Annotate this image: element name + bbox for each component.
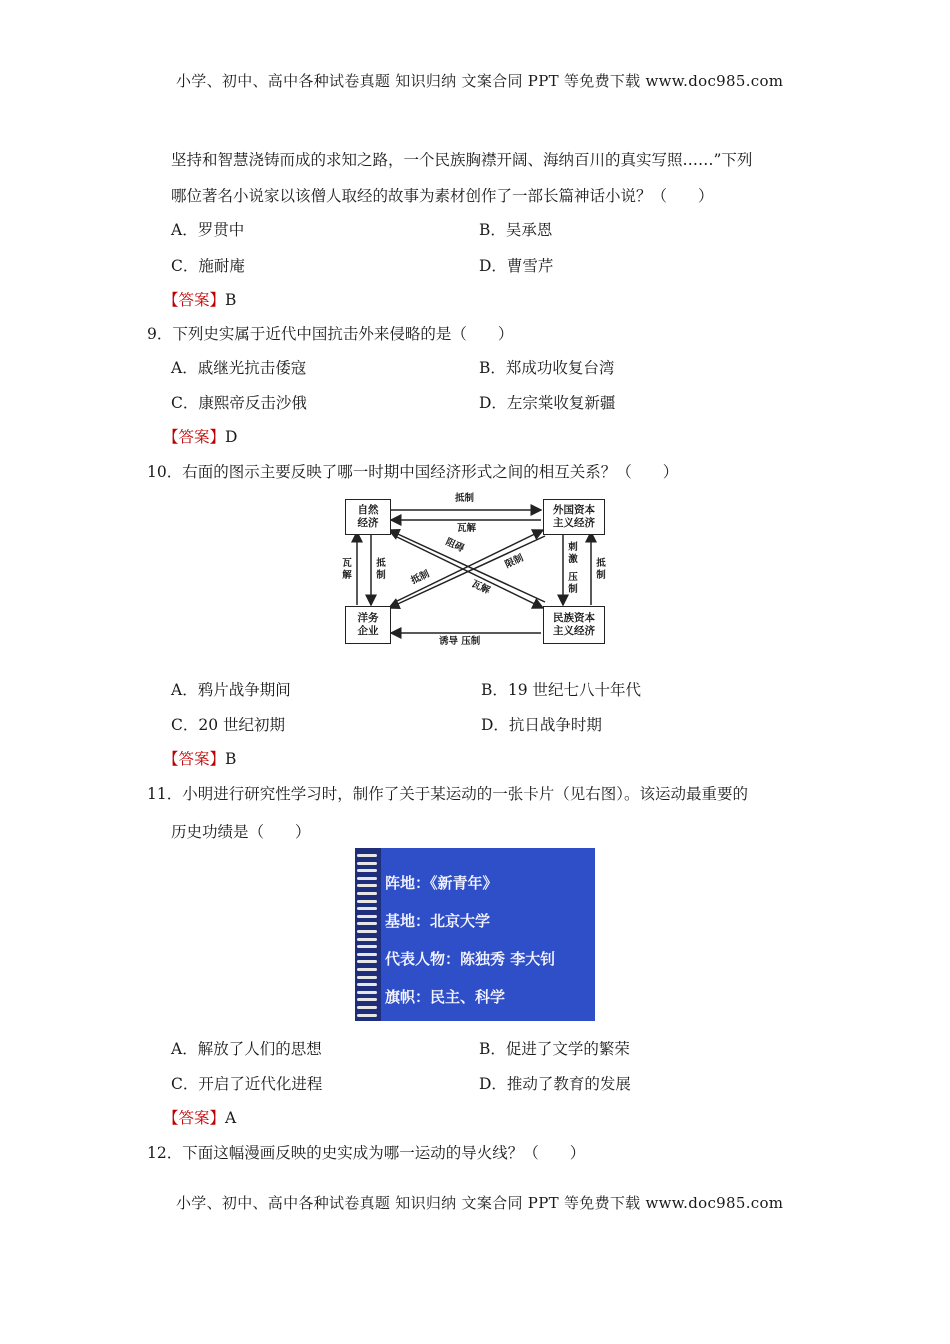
spiral-ring: [357, 930, 377, 933]
box-national-capitalism: [543, 606, 605, 644]
box-foreign-capitalism: [543, 499, 605, 535]
answer-value: B: [225, 291, 237, 309]
label-diag-disintegrate: 瓦解: [469, 578, 492, 597]
label-right-suppress: 压制: [568, 572, 578, 595]
spiral-ring: [357, 862, 377, 865]
box-line: 民族资本: [553, 612, 595, 624]
spiral-ring: [357, 854, 377, 857]
card-line-position: 阵地：《新青年》: [385, 874, 498, 892]
q10-option-b: B．19 世纪七八十年代: [481, 681, 642, 699]
q10-option-c: C．20 世纪初期: [171, 716, 286, 734]
box-line: 主义经济: [553, 517, 595, 529]
box-line: 外国资本: [553, 504, 595, 516]
spiral-ring: [357, 869, 377, 872]
spiral-ring: [357, 953, 377, 956]
q11-stem-line2: 历史功绩是（ ）: [171, 823, 311, 841]
q10-option-d: D．抗日战争时期: [481, 716, 602, 734]
label-left-resist: 抵制: [376, 558, 386, 581]
spiral-ring: [357, 877, 377, 880]
answer-label: 【答案】: [163, 291, 226, 309]
q8-answer: [163, 288, 236, 310]
q9-answer: [163, 425, 237, 447]
movement-card: [355, 848, 595, 1021]
card-line-figures: 代表人物：陈独秀 李大钊: [385, 950, 556, 968]
spiral-ring: [357, 892, 377, 895]
q8-option-c: C．施耐庵: [171, 257, 245, 275]
answer-label: 【答案】: [163, 1109, 226, 1127]
page-header: 小学、初中、高中各种试卷真题 知识归纳 文案合同 PPT 等免费下载 www.doc985.com: [176, 72, 784, 90]
box-line: 经济: [357, 517, 379, 529]
spiral-ring: [357, 915, 377, 918]
q11-option-b: B．促进了文学的繁荣: [479, 1040, 630, 1058]
q9-option-a: A．戚继光抗击倭寇: [171, 359, 307, 377]
label-top-resist: 抵制: [455, 493, 475, 504]
card-line-base: 基地：北京大学: [385, 912, 491, 930]
label-bottom: 诱导 压制: [439, 636, 481, 647]
q9-stem: 9．下列史实属于近代中国抗击外来侵略的是（ ）: [147, 325, 514, 343]
q8-stem-line1: 坚持和智慧浇铸而成的求知之路，一个民族胸襟开阔、海纳百川的真实写照……”下列: [171, 151, 753, 169]
spiral-ring: [357, 938, 377, 941]
q11-stem-line1: 11．小明进行研究性学习时，制作了关于某运动的一张卡片（见右图）。该运动最重要的: [147, 785, 748, 803]
answer-value: B: [225, 750, 237, 768]
q10-stem: 10．右面的图示主要反映了哪一时期中国经济形式之间的相互关系？（ ）: [147, 463, 679, 481]
answer-label: 【答案】: [163, 428, 226, 446]
label-diag-resist: 抵制: [409, 568, 432, 587]
q8-option-b: B．吴承恩: [479, 221, 553, 239]
q11-option-c: C．开启了近代化进程: [171, 1075, 323, 1093]
label-diag-restrict: 限制: [503, 552, 526, 571]
q11-answer: [163, 1106, 236, 1128]
economy-relations-diagram: [342, 490, 615, 650]
box-yangwu-enterprise: [345, 606, 391, 644]
label-top-disintegrate: 瓦解: [457, 523, 477, 534]
answer-value: A: [225, 1109, 237, 1127]
spiral-ring: [357, 922, 377, 925]
spiral-ring: [357, 960, 377, 963]
q12-stem: 12．下面这幅漫画反映的史实成为哪一运动的导火线？（ ）: [147, 1144, 586, 1162]
answer-value: D: [225, 428, 238, 446]
spiral-ring: [357, 968, 377, 971]
box-line: 自然: [357, 504, 379, 516]
q10-answer: [163, 747, 236, 769]
box-line: 企业: [357, 625, 379, 637]
q10-option-a: A．鸦片战争期间: [171, 681, 291, 699]
spiral-ring: [357, 1006, 377, 1009]
label-left-disintegrate: 瓦解: [342, 558, 352, 581]
q8-option-a: A．罗贯中: [171, 221, 245, 239]
q9-option-c: C．康熙帝反击沙俄: [171, 394, 307, 412]
q9-option-b: B．郑成功收复台湾: [479, 359, 615, 377]
q9-option-d: D．左宗棠收复新疆: [479, 394, 616, 412]
spiral-ring: [357, 945, 377, 948]
spiral-ring: [357, 976, 377, 979]
box-line: 主义经济: [553, 625, 595, 637]
spiral-ring: [357, 900, 377, 903]
spiral-ring: [357, 991, 377, 994]
card-line-banner: 旗帜：民主、科学: [385, 988, 506, 1006]
label-right-resist: 抵制: [596, 558, 606, 581]
q8-stem-line2: 哪位著名小说家以该僧人取经的故事为素材创作了一部长篇神话小说？（ ）: [171, 187, 714, 205]
spiral-ring: [357, 907, 377, 910]
box-line: 洋务: [357, 612, 379, 624]
spiral-ring: [357, 998, 377, 1001]
q8-option-d: D．曹雪芹: [479, 257, 554, 275]
q11-option-d: D．推动了教育的发展: [479, 1075, 631, 1093]
q11-option-a: A．解放了人们的思想: [171, 1040, 322, 1058]
answer-label: 【答案】: [163, 750, 226, 768]
page-footer: 小学、初中、高中各种试卷真题 知识归纳 文案合同 PPT 等免费下载 www.doc985.com: [176, 1194, 784, 1212]
label-diag-hinder: 阻碍: [443, 536, 466, 555]
spiral-ring: [357, 983, 377, 986]
label-right-stimulate: 刺激: [568, 542, 578, 565]
spiral-ring: [357, 884, 377, 887]
spiral-ring: [357, 1014, 377, 1017]
box-natural-economy: [345, 499, 391, 535]
card-spiral-binding: [355, 848, 381, 1021]
